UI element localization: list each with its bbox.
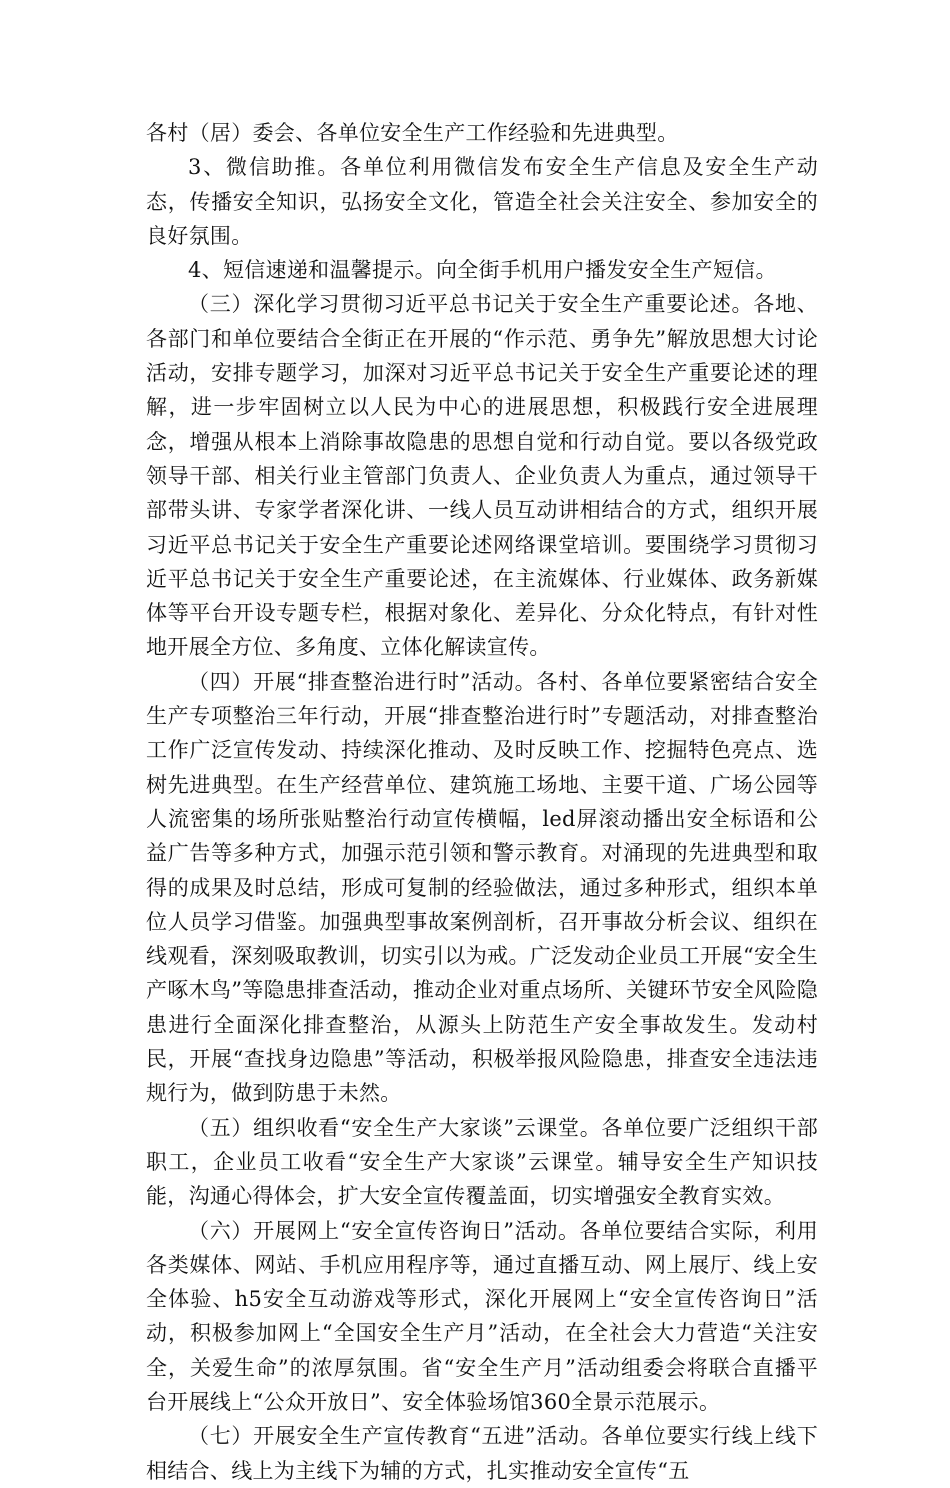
paragraph-5: （四）开展“排查整治进行时”活动。各村、各单位要紧密结合安全生产专项整治三年行动，开展“排查整治进行时”专题活动，对排查整治工作广泛宣传发动、持续深化推动、及时反映工作、挖掘特色亮点、选树先进典型。在生产经营单位、建筑施工场地、主要干道、广场公园等人流密集的场所张贴整治行动宣传横幅，led屏滚动播出安全标语和公益广告等多种方式，加强示范引领和警示教育。对涌现的先进典型和取得的成果及时总结，形成可复制的经验做法，通过多种形式，组织本单位人员学习借鉴。加强典型事故案例剖析，召开事故分析会议、组织在线观看，深刻吸取教训，切实引以为戒。广泛发动企业员工开展“安全生产啄木鸟”等隐患排查活动，推动企业对重点场所、关键环节安全风险隐患进行全面深化排查整治，从源头上防范生产安全事故发生。发动村民，开展“查找身边隐患”等活动，积极举报风险隐患，排查安全违法违规行为，做到防患于未然。: [146, 669, 818, 1106]
document-body: [146, 116, 818, 1488]
paragraph-3: 4、短信速递和温馨提示。向全街手机用户播发安全生产短信。: [188, 258, 777, 283]
paragraph-4: （三）深化学习贯彻习近平总书记关于安全生产重要论述。各地、各部门和单位要结合全街正在开展的“作示范、勇争先”解放思想大讨论活动，安排专题学习，加深对习近平总书记关于安全生产重要论述的理解，进一步牢固树立以人民为中心的进展思想，积极践行安全进展理念，增强从根本上消除事故隐患的思想自觉和行动自觉。要以各级党政领导干部、相关行业主管部门负责人、企业负责人为重点，通过领导干部带头讲、专家学者深化讲、一线人员互动讲相结合的方式，组织开展习近平总书记关于安全生产重要论述网络课堂培训。要围绕学习贯彻习近平总书记关于安全生产重要论述，在主流媒体、行业媒体、政务新媒体等平台开设专题专栏，根据对象化、差异化、分众化特点，有针对性地开展全方位、多角度、立体化解读宣传。: [146, 292, 818, 660]
paragraph-1: 各村（居）委会、各单位安全生产工作经验和先进典型。: [146, 121, 679, 145]
paragraph-8: （七）开展安全生产宣传教育“五进”活动。各单位要实行线上线下相结合、线上为主线下为辅的方式，扎实推动安全宣传“五: [146, 1424, 818, 1483]
paragraph-6: （五）组织收看“安全生产大家谈”云课堂。各单位要广泛组织干部职工，企业员工收看“安全生产大家谈”云课堂。辅导安全生产知识技能，沟通心得体会，扩大安全宣传覆盖面，切实增强安全教育实效。: [146, 1115, 818, 1209]
paragraph-2: 3、微信助推。各单位利用微信发布安全生产信息及安全生产动态，传播安全知识，弘扬安全文化，管造全社会关注安全、参加安全的良好氛围。: [146, 155, 818, 248]
paragraph-7: （六）开展网上“安全宣传咨询日”活动。各单位要结合实际，利用各类媒体、网站、手机应用程序等，通过直播互动、网上展厅、线上安全体验、h5安全互动游戏等形式，深化开展网上“安全宣传咨询日”活动，积极参加网上“全国安全生产月”活动，在全社会大力营造“关注安全，关爱生命”的浓厚氛围。省“安全生产月”活动组委会将联合直播平台开展线上“公众开放日”、安全体验场馆360全景示范展示。: [146, 1218, 818, 1414]
